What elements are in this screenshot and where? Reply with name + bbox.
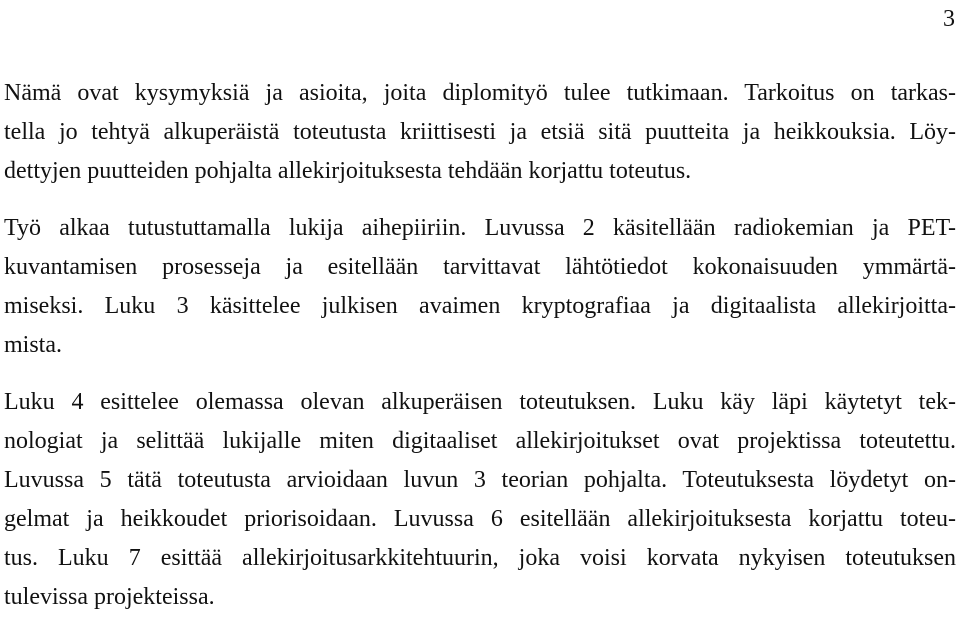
page-number: 3 — [943, 6, 955, 32]
text-line: miseksi. Luku 3 käsittelee julkisen avaimen kryptografiaa ja digitaalista allekirjoitta- — [4, 293, 956, 319]
text-line: dettyjen puutteiden pohjalta allekirjoituksesta tehdään korjattu toteutus. — [4, 158, 692, 184]
text-line: mista. — [4, 332, 62, 358]
text-line: Työ alkaa tutustuttamalla lukija aihepiiriin. Luvussa 2 käsitellään radiokemian ja PET- — [4, 215, 956, 241]
text-line: kuvantamisen prosesseja ja esitellään tarvittavat lähtötiedot kokonaisuuden ymmärtä- — [4, 254, 956, 280]
paragraph-2 — [4, 209, 956, 365]
text-line: Luvussa 5 tätä toteutusta arvioidaan luvun 3 teorian pohjalta. Toteutuksesta löydetyt on- — [4, 467, 956, 493]
text-line: Nämä ovat kysymyksiä ja asioita, joita diplomityö tulee tutkimaan. Tarkoitus on tarkas- — [4, 80, 956, 106]
text-line: tella jo tehtyä alkuperäistä toteutusta kriittisesti ja etsiä sitä puutteita ja heikkouksia. Löy- — [4, 119, 956, 145]
text-line: tus. Luku 7 esittää allekirjoitusarkkitehtuurin, joka voisi korvata nykyisen toteutuksen — [4, 545, 956, 571]
text-line: Luku 4 esittelee olemassa olevan alkuperäisen toteutuksen. Luku käy läpi käytetyt tek- — [4, 389, 956, 415]
text-line: gelmat ja heikkoudet priorisoidaan. Luvussa 6 esitellään allekirjoituksesta korjattu toteu- — [4, 506, 956, 532]
paragraph-1 — [4, 74, 956, 191]
body-text — [4, 74, 956, 617]
text-line: nologiat ja selittää lukijalle miten digitaaliset allekirjoitukset ovat projektissa toteutettu. — [4, 428, 956, 454]
paragraph-3 — [4, 383, 956, 617]
text-line: tulevissa projekteissa. — [4, 584, 215, 610]
